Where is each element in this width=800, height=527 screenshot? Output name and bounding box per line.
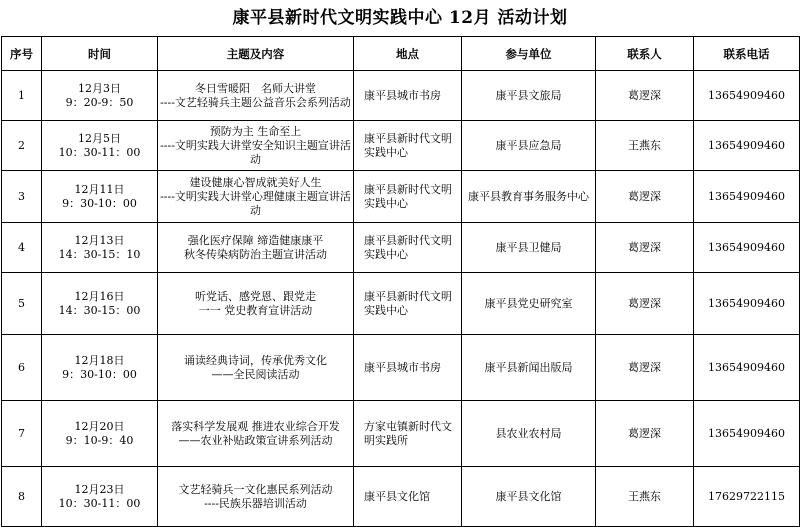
row-unit: 康平县文化馆 [462,467,596,527]
row-phone: 13654909460 [694,273,800,335]
row-theme-cell [158,223,354,273]
table-row [2,71,800,121]
row-theme-cell [158,171,354,223]
row-unit: 康平县卫健局 [462,223,596,273]
row-contact: 葛逻深 [596,335,694,401]
row-theme: 建设健康心智成就美好人生 [189,175,322,189]
row-time-cell [42,401,158,467]
row-no: 8 [2,467,42,527]
row-unit: 康平县文旅局 [462,71,596,121]
row-time-cell [42,121,158,171]
row-theme-cell [158,401,354,467]
row-time: 9：30-10：00 [62,196,137,210]
row-no: 5 [2,273,42,335]
row-theme-cell [158,71,354,121]
row-time: 14：30-15：10 [58,247,141,261]
row-phone: 13654909460 [694,335,800,401]
row-date: 12月5日 [78,131,121,145]
row-date: 12月11日 [74,182,125,196]
row-contact: 王燕东 [596,467,694,527]
row-sub: ——全民阅读活动 [211,367,300,381]
header-unit: 参与单位 [462,37,596,71]
row-date: 12月13日 [74,233,125,247]
row-date: 12月16日 [74,289,125,303]
row-time: 10：30-11：00 [58,145,141,159]
row-date: 12月3日 [78,81,121,95]
row-contact: 王燕东 [596,121,694,171]
row-theme: 预防为主 生命至上 [209,124,302,138]
row-time-cell [42,467,158,527]
row-place: 方家屯镇新时代文明实践所 [354,401,462,467]
header-theme: 主题及内容 [158,37,354,71]
header-time: 时间 [42,37,158,71]
row-sub: 秋冬传染病防治主题宣讲活动 [184,247,327,261]
row-theme: 强化医疗保障 缔造健康康平 [187,233,324,247]
row-time: 9：30-10：00 [62,367,137,381]
row-sub: 一一 党史教育宣讲活动 [198,303,313,317]
row-time-cell [42,223,158,273]
row-unit: 县农业农村局 [462,401,596,467]
row-phone: 17629722115 [694,467,800,527]
row-time: 9：20-9：50 [65,95,134,109]
row-time: 10：30-11：00 [58,496,141,510]
row-theme: 冬日雪暖阳 名师大讲堂 [195,81,316,95]
row-theme: 落实科学发展观 推进农业综合开发 [171,419,340,433]
row-phone: 13654909460 [694,71,800,121]
row-theme-cell [158,121,354,171]
row-time-cell [42,71,158,121]
row-no: 7 [2,401,42,467]
row-no: 2 [2,121,42,171]
document-title: 康平县新时代文明实践中心 12月 活动计划 [232,8,568,28]
row-sub: ----文明实践大讲堂心理健康主题宣讲活动 [160,189,351,217]
row-unit: 康平县教育事务服务中心 [462,171,596,223]
row-date: 12月23日 [74,482,125,496]
row-sub: ----民族乐器培训活动 [204,496,307,510]
row-phone: 13654909460 [694,401,800,467]
row-time-cell [42,335,158,401]
row-contact: 葛逻深 [596,223,694,273]
row-theme: 听党话、感党恩、跟党走 [195,289,316,303]
row-no: 6 [2,335,42,401]
row-theme-cell [158,467,354,527]
row-date: 12月18日 [74,353,125,367]
row-place: 康平县新时代文明实践中心 [354,223,462,273]
row-time-cell [42,273,158,335]
row-sub: ----文明实践大讲堂安全知识主题宣讲活动 [160,138,351,166]
row-no: 4 [2,223,42,273]
header-phone: 联系电话 [694,37,800,71]
row-sub: ——农业补贴政策宣讲系列活动 [178,433,333,447]
row-phone: 13654909460 [694,223,800,273]
row-time: 9：10-9：40 [65,433,134,447]
row-unit: 康平县应急局 [462,121,596,171]
row-unit: 康平县党史研究室 [462,273,596,335]
row-sub: ----文艺轻骑兵主题公益音乐会系列活动 [160,95,351,109]
row-place: 康平县新时代文明实践中心 [354,171,462,223]
row-theme-cell [158,335,354,401]
header-no: 序号 [2,37,42,71]
row-no: 3 [2,171,42,223]
row-contact: 葛逻深 [596,401,694,467]
row-phone: 13654909460 [694,171,800,223]
table-row [2,335,800,401]
row-theme: 诵读经典诗词，传承优秀文化 [184,353,327,367]
row-theme: 文艺轻骑兵一文化惠民系列活动 [178,482,333,496]
row-time-cell [42,171,158,223]
row-place: 康平县城市书房 [354,335,462,401]
row-place: 康平县新时代文明实践中心 [354,273,462,335]
row-contact: 葛逻深 [596,71,694,121]
header-contact: 联系人 [596,37,694,71]
row-place: 康平县文化馆 [354,467,462,527]
row-no: 1 [2,71,42,121]
table-row [2,223,800,273]
row-contact: 葛逻深 [596,171,694,223]
row-place: 康平县新时代文明实践中心 [354,121,462,171]
row-unit: 康平县新闻出版局 [462,335,596,401]
row-contact: 葛逻深 [596,273,694,335]
table-row [2,121,800,171]
header-row [2,37,800,71]
activity-table [1,36,800,527]
table-row [2,171,800,223]
header-place: 地点 [354,37,462,71]
row-place: 康平县城市书房 [354,71,462,121]
row-date: 12月20日 [74,419,125,433]
row-time: 14：30-15：00 [58,303,141,317]
row-theme-cell [158,273,354,335]
row-phone: 13654909460 [694,121,800,171]
table-row [2,273,800,335]
table-row [2,467,800,527]
table-row [2,401,800,467]
